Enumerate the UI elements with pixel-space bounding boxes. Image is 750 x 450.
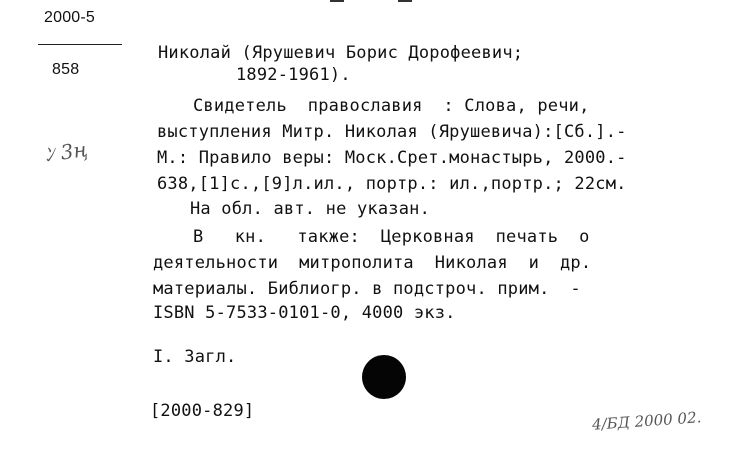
description-line-4: 638,[1]с.,[9]л.ил., портр.: ил.,портр.; 22см. — [157, 174, 627, 194]
description-line-1: Свидетель православия : Слова, речи, — [193, 96, 590, 116]
heading-line-2: 1892-1961). — [236, 65, 351, 85]
record-number: [2000-829] — [150, 401, 255, 421]
note-line-3: деятельности митрополита Николая и др. — [153, 253, 592, 273]
description-line-2: выступления Митр. Николая (Ярушевича):[Сб.].- — [157, 122, 627, 142]
call-number-top: 2000-5 — [44, 9, 96, 26]
call-number-divider — [38, 44, 122, 45]
description-line-3: М.: Правило веры: Моск.Срет.монастырь, 2000.- — [157, 148, 627, 168]
note-line-2: В кн. также: Церковная печать о — [193, 227, 590, 247]
note-line-1: На обл. авт. не указан. — [190, 199, 431, 219]
handwritten-stamp: 4/БД 2000 02. — [591, 408, 702, 434]
call-number-bottom: 858 — [52, 61, 80, 78]
note-line-4: материалы. Библиогр. в подстроч. прим. - — [153, 279, 581, 299]
heading-line-1: Николай (Ярушевич Борис Дорофеевич; — [158, 43, 524, 63]
handwritten-note: ﾝ 3ң — [42, 137, 90, 167]
top-edge-mark — [330, 0, 344, 2]
top-edge-mark — [398, 0, 412, 2]
title-tracing: I. Загл. — [153, 347, 237, 367]
isbn-line: ISBN 5-7533-0101-0, 4000 экз. — [153, 303, 456, 323]
card-punch-hole — [362, 355, 406, 399]
